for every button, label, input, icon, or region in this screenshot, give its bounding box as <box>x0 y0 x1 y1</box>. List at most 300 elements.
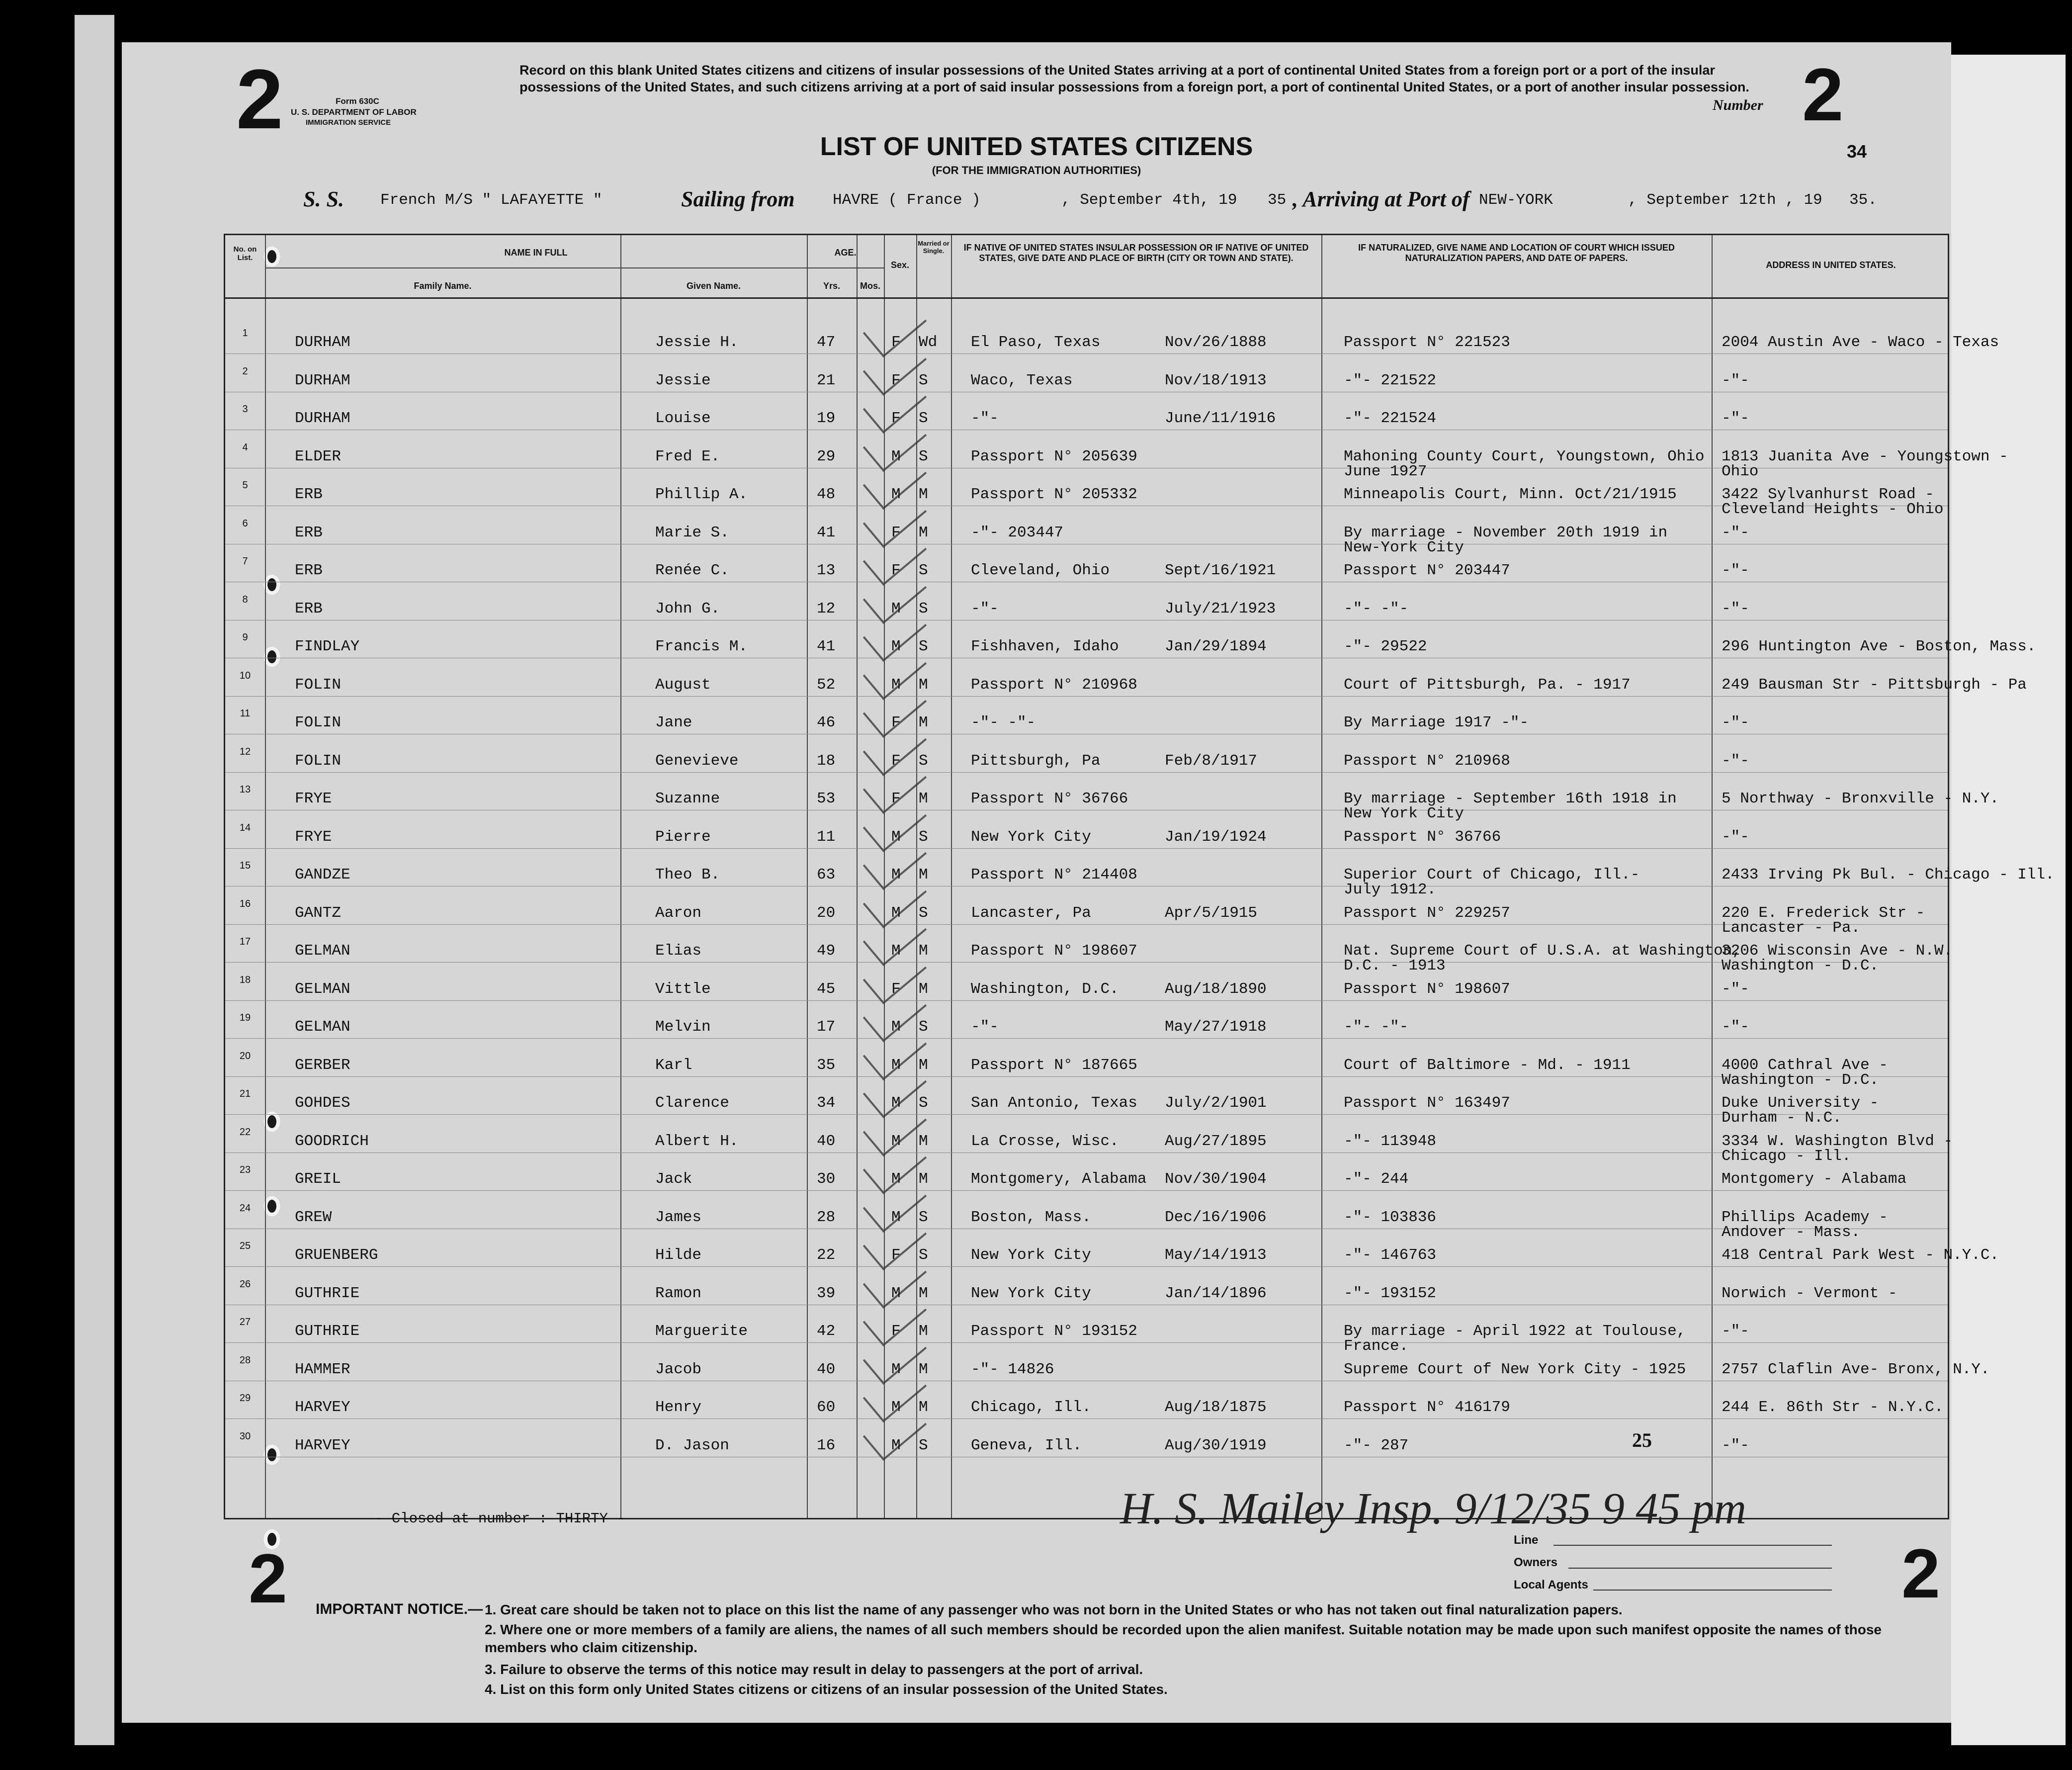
page-mark: 34 <box>1847 141 1867 162</box>
sex: M <box>891 1360 901 1378</box>
row-number: 23 <box>239 1164 251 1175</box>
naturalization: By marriage - November 20th 1919 in <box>1344 524 1668 541</box>
birth-place: Cleveland, Ohio <box>971 562 1110 579</box>
binder-strip <box>75 15 114 1745</box>
naturalization: -"- 146763 <box>1344 1246 1437 1264</box>
birth-place: Passport N° 210968 <box>971 676 1137 694</box>
sailing-label: Sailing from <box>681 187 795 211</box>
given-name: Ramon <box>655 1284 702 1302</box>
address: -"- <box>1722 410 1749 427</box>
address: -"- <box>1722 1323 1749 1340</box>
row-divider <box>225 924 1948 925</box>
given-name: Phillip A. <box>655 486 748 503</box>
family-name: GELMAN <box>295 980 350 998</box>
address: -"- <box>1722 752 1749 770</box>
address: 1813 Juanita Ave - Youngstown - <box>1722 447 2008 465</box>
row-divider <box>225 1076 1948 1077</box>
hdr-mos: Mos. <box>860 281 880 291</box>
family-name: GERBER <box>295 1056 350 1074</box>
hdr-naturalized: IF NATURALIZED, GIVE NAME AND LOCATION OF COURT WHICH ISSUED NATURALIZATION PAPERS, AND DATE OF PAPERS. <box>1358 243 1675 263</box>
given-name: Jane <box>655 714 692 731</box>
age-years: 48 <box>817 486 836 503</box>
sex: M <box>891 1170 901 1188</box>
naturalization-cont: June 1927 <box>1344 462 1427 480</box>
sex: M <box>891 866 901 884</box>
sex: F <box>891 410 901 427</box>
family-name: GREIL <box>295 1170 342 1188</box>
given-name: Pierre <box>655 828 711 846</box>
birth-place: Passport N° 205332 <box>971 486 1137 503</box>
row-number: 24 <box>239 1202 251 1214</box>
birth-date: Dec/16/1906 <box>1165 1208 1267 1226</box>
binder-edge <box>1951 55 2066 1745</box>
row-number: 12 <box>239 746 251 757</box>
given-name: Henry <box>655 1399 702 1416</box>
birth-place: New York City <box>971 828 1091 846</box>
naturalization: Passport N° 163497 <box>1344 1094 1510 1112</box>
age-years: 18 <box>817 752 836 770</box>
given-name: Francis M. <box>655 638 748 655</box>
naturalization-cont: D.C. - 1913 <box>1344 957 1446 974</box>
sex: F <box>891 752 901 770</box>
address-cont: Washington - D.C. <box>1722 1071 1879 1089</box>
naturalization: Minneapolis Court, Minn. Oct/21/1915 <box>1344 486 1677 503</box>
address-cont: Durham - N.C. <box>1722 1109 1842 1127</box>
given-name: Fred E. <box>655 447 720 465</box>
marital-status: S <box>919 371 928 389</box>
birth-place: -"- <box>971 410 999 427</box>
family-name: GANDZE <box>295 866 350 884</box>
sex: M <box>891 1018 901 1036</box>
birth-place: Waco, Texas <box>971 371 1073 389</box>
birth-date: Aug/18/1875 <box>1165 1399 1267 1416</box>
marital-status: M <box>919 1323 928 1340</box>
naturalization-cont: France. <box>1344 1337 1409 1355</box>
inspector-signature: H. S. Mailey Insp. 9/12/35 9 45 pm <box>1120 1484 1746 1533</box>
birth-place: El Paso, Texas <box>971 334 1101 351</box>
family-name: ELDER <box>295 447 342 465</box>
sex: M <box>891 1056 901 1074</box>
address-cont: Ohio <box>1722 462 1759 480</box>
notice-label: IMPORTANT NOTICE.— <box>316 1601 483 1617</box>
marital-status: S <box>919 410 928 427</box>
given-name: Melvin <box>655 1018 711 1036</box>
birth-place: Passport N° 205639 <box>971 447 1137 465</box>
naturalization: Passport N° 198607 <box>1344 980 1510 998</box>
birth-place: Washington, D.C. <box>971 980 1119 998</box>
family-name: GELMAN <box>295 1018 350 1036</box>
address-cont: Cleveland Heights - Ohio <box>1722 501 1944 518</box>
address: 2433 Irving Pk Bul. - Chicago - Ill. <box>1722 866 2055 884</box>
notice-3: 3. Failure to observe the terms of this notice may result in delay to passengers at the port of arrival. <box>485 1662 1143 1677</box>
birth-date: Jan/29/1894 <box>1165 638 1267 655</box>
naturalization: -"- 193152 <box>1344 1284 1437 1302</box>
hdr-married: Married or Single. <box>918 240 950 255</box>
birth-place: New York City <box>971 1284 1091 1302</box>
sex: F <box>891 714 901 731</box>
given-name: Jacob <box>655 1360 702 1378</box>
sex: M <box>891 638 901 655</box>
hdr-birth: IF NATIVE OF UNITED STATES INSULAR POSSESSION OR IF NATIVE OF UNITED STATES, GIVE DATE AND PLACE OF BIRTH (CITY OR TOWN AND STATE). <box>963 243 1309 263</box>
age-years: 49 <box>817 942 836 960</box>
family-name: DURHAM <box>295 410 350 427</box>
birth-place: Passport N° 198607 <box>971 942 1137 960</box>
birth-date: July/21/1923 <box>1165 600 1276 618</box>
naturalization: -"- 103836 <box>1344 1208 1437 1226</box>
family-name: ERB <box>295 524 323 541</box>
birth-place: Fishhaven, Idaho <box>971 638 1119 655</box>
age-years: 19 <box>817 410 836 427</box>
address: -"- <box>1722 1436 1749 1454</box>
birth-place: Chicago, Ill. <box>971 1399 1091 1416</box>
marital-status: S <box>919 1208 928 1226</box>
age-years: 53 <box>817 790 836 807</box>
family-name: ERB <box>295 562 323 579</box>
age-years: 20 <box>817 904 836 922</box>
marital-status: S <box>919 1436 928 1454</box>
address: Norwich - Vermont - <box>1722 1284 1898 1302</box>
naturalization: -"- 29522 <box>1344 638 1427 655</box>
given-name: Aaron <box>655 904 702 922</box>
arriving-label: , Arriving at Port of <box>1293 187 1470 211</box>
naturalization-cont: New-York City <box>1344 538 1464 556</box>
birth-date: Aug/18/1890 <box>1165 980 1267 998</box>
address: 418 Central Park West - N.Y.C. <box>1722 1246 1999 1264</box>
count-note: 25 <box>1632 1429 1652 1451</box>
address: -"- <box>1722 714 1749 731</box>
given-name: Suzanne <box>655 790 720 807</box>
marital-status: M <box>919 524 928 541</box>
row-divider <box>225 1152 1948 1153</box>
address: -"- <box>1722 371 1749 389</box>
birth-place: Passport N° 214408 <box>971 866 1137 884</box>
number-label: Number <box>1713 97 1763 113</box>
naturalization: Court of Pittsburgh, Pa. - 1917 <box>1344 676 1631 694</box>
address: 249 Bausman Str - Pittsburgh - Pa <box>1722 676 2027 694</box>
row-number: 1 <box>242 328 248 339</box>
age-years: 11 <box>817 828 836 846</box>
row-number: 2 <box>242 365 248 377</box>
naturalization: -"- -"- <box>1344 1018 1409 1036</box>
address: 296 Huntington Ave - Boston, Mass. <box>1722 638 2036 655</box>
owners-label: Owners <box>1514 1556 1558 1569</box>
family-name: GUTHRIE <box>295 1284 360 1302</box>
hdr-given: Given Name. <box>686 281 741 291</box>
from-port: HAVRE ( France ) <box>833 191 981 209</box>
given-name: Renée C. <box>655 562 729 579</box>
marital-status: M <box>919 942 928 960</box>
marital-status: Wd <box>919 334 938 351</box>
family-name: FOLIN <box>295 676 342 694</box>
naturalization: Passport N° 416179 <box>1344 1399 1510 1416</box>
age-years: 17 <box>817 1018 836 1036</box>
sex: M <box>891 486 901 503</box>
marital-status: S <box>919 1094 928 1112</box>
row-number: 28 <box>239 1354 251 1366</box>
naturalization: Passport N° 221523 <box>1344 334 1510 351</box>
sheet-number-bottom-left: 2 <box>249 1539 287 1617</box>
age-years: 16 <box>817 1436 836 1454</box>
intro-text: Record on this blank United States citizens and citizens of insular possessions of the United States arriving at a port of continental United States from a foreign port or a port of the insular possessions of the United States, and such citizens arriving at a port of said insular possessions from a foreign port, a port of continental United States, or a port of another insular possession. <box>519 63 1749 94</box>
hdr-sex: Sex. <box>890 260 910 270</box>
family-name: HAMMER <box>295 1360 350 1378</box>
naturalization: Passport N° 36766 <box>1344 828 1501 846</box>
naturalization-cont: New York City <box>1344 805 1464 822</box>
sex: M <box>891 904 901 922</box>
row-divider <box>225 1418 1948 1419</box>
row-number: 19 <box>239 1012 251 1023</box>
address: Phillips Academy - <box>1722 1208 1888 1226</box>
row-number: 20 <box>239 1050 251 1062</box>
address: -"- <box>1722 828 1749 846</box>
row-number: 30 <box>239 1430 251 1442</box>
manifest-table <box>224 234 2055 1533</box>
naturalization: Mahoning County Court, Youngstown, Ohio <box>1344 447 1705 465</box>
birth-place: Passport N° 36766 <box>971 790 1128 807</box>
birth-date: June/11/1916 <box>1165 410 1276 427</box>
family-name: DURHAM <box>295 334 350 351</box>
sex: F <box>891 524 901 541</box>
family-name: HARVEY <box>295 1399 350 1416</box>
address: 3334 W. Washington Blvd - <box>1722 1132 1953 1150</box>
family-name: ERB <box>295 486 323 503</box>
sex: M <box>891 1094 901 1112</box>
row-number: 3 <box>242 404 248 415</box>
given-name: Marguerite <box>655 1323 748 1340</box>
birth-date: July/2/1901 <box>1165 1094 1267 1112</box>
naturalization: Passport N° 210968 <box>1344 752 1510 770</box>
ship-name: French M/S " LAFAYETTE " <box>380 191 603 209</box>
line-label: Line <box>1514 1533 1539 1547</box>
naturalization-cont: July 1912. <box>1344 881 1437 898</box>
notice-2: 2. Where one or more members of a family are aliens, the names of all such members should be recorded upon the alien manifest. Suitable notation may be made upon such manifest opposite the names of those members who claim citizenship. <box>485 1622 1882 1656</box>
birth-place: -"- <box>971 1018 999 1036</box>
family-name: HARVEY <box>295 1436 350 1454</box>
given-name: Hilde <box>655 1246 702 1264</box>
naturalization: Court of Baltimore - Md. - 1911 <box>1344 1056 1631 1074</box>
row-number: 10 <box>239 670 251 681</box>
naturalization: By marriage - April 1922 at Toulouse, <box>1344 1323 1686 1340</box>
row-number: 7 <box>242 556 248 567</box>
hdr-no: No. on List. <box>233 245 257 263</box>
given-name: Jack <box>655 1170 692 1188</box>
naturalization: -"- 221522 <box>1344 371 1437 389</box>
marital-status: M <box>919 676 928 694</box>
birth-place: Pittsburgh, Pa <box>971 752 1101 770</box>
sex: F <box>891 334 901 351</box>
row-divider <box>225 696 1948 697</box>
row-number: 27 <box>239 1317 251 1328</box>
family-name: DURHAM <box>295 371 350 389</box>
family-name: FOLIN <box>295 752 342 770</box>
address: 3422 Sylvanhurst Road - <box>1722 486 1934 503</box>
row-divider <box>225 1038 1948 1039</box>
row-number: 26 <box>239 1278 251 1290</box>
birth-date: Nov/18/1913 <box>1165 371 1267 389</box>
address: -"- <box>1722 562 1749 579</box>
age-years: 29 <box>817 447 836 465</box>
page-subtitle: (FOR THE IMMIGRATION AUTHORITIES) <box>932 164 1141 177</box>
sex: M <box>891 1132 901 1150</box>
row-divider <box>225 772 1948 773</box>
sex: F <box>891 1323 901 1340</box>
family-name: GRUENBERG <box>295 1246 378 1264</box>
birth-place: Boston, Mass. <box>971 1208 1091 1226</box>
row-divider <box>225 1266 1948 1267</box>
birth-place: La Crosse, Wisc. <box>971 1132 1119 1150</box>
given-name: Jessie <box>655 371 711 389</box>
age-years: 30 <box>817 1170 836 1188</box>
notice-1: 1. Great care should be taken not to place on this list the name of any passenger who was not born in the United States or who has not taken out final naturalization papers. <box>485 1602 1623 1617</box>
sailing-date: , September 4th, 19 <box>1061 191 1237 209</box>
arrival-date: , September 12th , 19 <box>1628 191 1822 209</box>
birth-date: May/14/1913 <box>1165 1246 1267 1264</box>
naturalization: By marriage - September 16th 1918 in <box>1344 790 1677 807</box>
birth-place: Passport N° 187665 <box>971 1056 1137 1074</box>
service: IMMIGRATION SERVICE <box>306 118 391 127</box>
given-name: Louise <box>655 410 711 427</box>
page-title: LIST OF UNITED STATES CITIZENS <box>820 132 1253 161</box>
age-years: 40 <box>817 1360 836 1378</box>
marital-status: S <box>919 752 928 770</box>
naturalization: Superior Court of Chicago, Ill.- <box>1344 866 1640 884</box>
age-years: 13 <box>817 562 836 579</box>
given-name: Elias <box>655 942 702 960</box>
sex: F <box>891 371 901 389</box>
address: 4000 Cathral Ave - <box>1722 1056 1888 1074</box>
sailing-year: 35 <box>1268 191 1287 209</box>
age-years: 34 <box>817 1094 836 1112</box>
naturalization: Supreme Court of New York City - 1925 <box>1344 1360 1686 1378</box>
ss-label: S. S. <box>303 187 344 211</box>
age-years: 46 <box>817 714 836 731</box>
age-years: 21 <box>817 371 836 389</box>
row-number: 25 <box>239 1240 251 1251</box>
row-divider <box>225 1190 1948 1191</box>
department: U. S. DEPARTMENT OF LABOR <box>291 107 417 117</box>
naturalization: -"- 221524 <box>1344 410 1437 427</box>
family-name: GELMAN <box>295 942 350 960</box>
given-name: Albert H. <box>655 1132 739 1150</box>
marital-status: S <box>919 562 928 579</box>
address: Montgomery - Alabama <box>1722 1170 1907 1188</box>
hdr-address: ADDRESS IN UNITED STATES. <box>1766 260 1896 270</box>
row-number: 22 <box>239 1126 251 1138</box>
address-cont: Chicago - Ill. <box>1722 1147 1851 1165</box>
sex: M <box>891 1284 901 1302</box>
marital-status: S <box>919 828 928 846</box>
address: 3206 Wisconsin Ave - N.W. <box>1722 942 1953 960</box>
marital-status: M <box>919 980 928 998</box>
birth-place: Montgomery, Alabama <box>971 1170 1147 1188</box>
family-name: FRYE <box>295 790 332 807</box>
age-years: 40 <box>817 1132 836 1150</box>
row-number: 21 <box>239 1088 251 1099</box>
age-years: 60 <box>817 1399 836 1416</box>
family-name: GOHDES <box>295 1094 350 1112</box>
address: 244 E. 86th Str - N.Y.C. <box>1722 1399 1944 1416</box>
age-years: 47 <box>817 334 836 351</box>
sex: F <box>891 790 901 807</box>
marital-status: S <box>919 1246 928 1264</box>
age-years: 42 <box>817 1323 836 1340</box>
family-name: ERB <box>295 600 323 618</box>
marital-status: M <box>919 1284 928 1302</box>
naturalization: -"- -"- <box>1344 600 1409 618</box>
notice-4: 4. List on this form only United States citizens or citizens of an insular possession of the United States. <box>485 1682 1168 1697</box>
birth-place: -"- -"- <box>971 714 1036 731</box>
family-name: FRYE <box>295 828 332 846</box>
form-number: Form 630C <box>336 96 379 106</box>
row-number: 5 <box>242 480 248 491</box>
row-number: 9 <box>242 632 248 643</box>
naturalization: By Marriage 1917 -"- <box>1344 714 1529 731</box>
row-number: 29 <box>239 1393 251 1404</box>
birth-place: Lancaster, Pa <box>971 904 1091 922</box>
address: 2757 Claflin Ave- Bronx, N.Y. <box>1722 1360 1990 1378</box>
birth-date: Jan/19/1924 <box>1165 828 1267 846</box>
address: Duke University - <box>1722 1094 1879 1112</box>
given-name: D. Jason <box>655 1436 729 1454</box>
hdr-yrs: Yrs. <box>823 281 841 291</box>
marital-status: M <box>919 486 928 503</box>
marital-status: M <box>919 866 928 884</box>
given-name: August <box>655 676 711 694</box>
row-number: 17 <box>239 936 251 947</box>
row-number: 14 <box>239 822 251 833</box>
given-name: Karl <box>655 1056 692 1074</box>
row-number: 18 <box>239 974 251 985</box>
marital-status: M <box>919 1132 928 1150</box>
birth-date: Nov/30/1904 <box>1165 1170 1267 1188</box>
birth-place: San Antonio, Texas <box>971 1094 1137 1112</box>
family-name: GOODRICH <box>295 1132 369 1150</box>
address: 5 Northway - Bronxville - N.Y. <box>1722 790 1999 807</box>
address: 2004 Austin Ave - Waco - Texas <box>1722 334 1999 351</box>
hdr-family: Family Name. <box>414 281 472 291</box>
birth-date: May/27/1918 <box>1165 1018 1267 1036</box>
family-name: GREW <box>295 1208 332 1226</box>
sheet-number-bottom-right: 2 <box>1901 1534 1940 1612</box>
row-divider <box>225 1000 1948 1001</box>
address: -"- <box>1722 980 1749 998</box>
sex: M <box>891 1208 901 1226</box>
marital-status: M <box>919 714 928 731</box>
birth-place: Geneva, Ill. <box>971 1436 1082 1454</box>
row-divider <box>225 848 1948 849</box>
sex: M <box>891 828 901 846</box>
hdr-age: AGE. <box>834 248 857 258</box>
marital-status: S <box>919 447 928 465</box>
naturalization: -"- 287 <box>1344 1436 1409 1454</box>
family-name: FOLIN <box>295 714 342 731</box>
age-years: 12 <box>817 600 836 618</box>
arrival-year: 35. <box>1849 191 1877 209</box>
birth-place: -"- <box>971 600 999 618</box>
birth-date: Aug/27/1895 <box>1165 1132 1267 1150</box>
marital-status: M <box>919 1056 928 1074</box>
address: -"- <box>1722 1018 1749 1036</box>
given-name: Vittle <box>655 980 711 998</box>
naturalization: Passport N° 229257 <box>1344 904 1510 922</box>
age-years: 41 <box>817 524 836 541</box>
given-name: Jessie H. <box>655 334 739 351</box>
sex: M <box>891 447 901 465</box>
manifest-sheet <box>122 42 2055 1723</box>
family-name: GUTHRIE <box>295 1323 360 1340</box>
marital-status: S <box>919 638 928 655</box>
given-name: Marie S. <box>655 524 729 541</box>
